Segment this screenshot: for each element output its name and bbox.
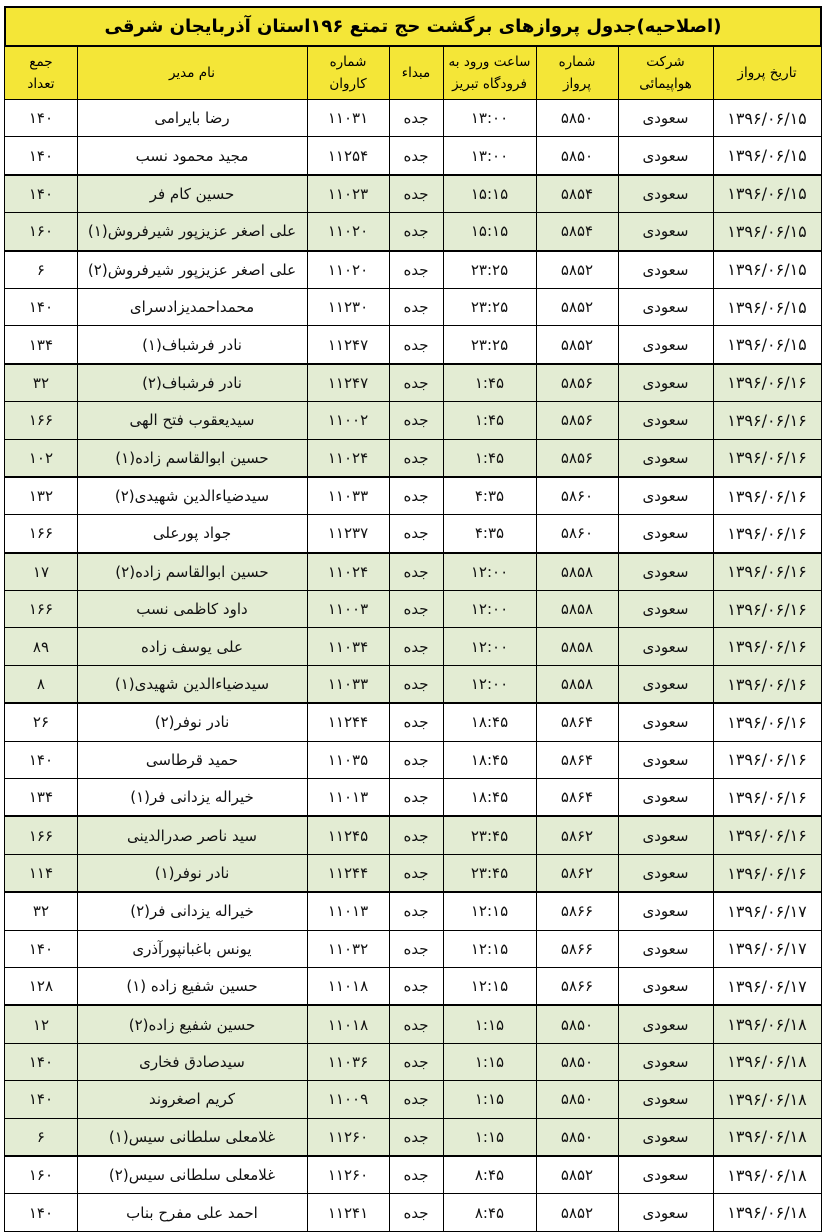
cell-origin: جده <box>389 703 443 741</box>
cell-date: ۱۳۹۶/۰۶/۱۵ <box>713 251 821 289</box>
table-row <box>5 439 821 477</box>
cell-total: ۳۲ <box>5 892 77 930</box>
cell-flight: ۵۸۶۶ <box>536 892 618 930</box>
cell-arrival: ۱۳:۰۰ <box>443 137 536 175</box>
cell-flight: ۵۸۵۶ <box>536 364 618 402</box>
cell-date: ۱۳۹۶/۰۶/۱۸ <box>713 1081 821 1118</box>
flight-schedule-table <box>4 6 822 1232</box>
cell-flight: ۵۸۶۶ <box>536 967 618 1005</box>
cell-origin: جده <box>389 251 443 289</box>
cell-caravan: ۱۱۰۳۵ <box>307 741 389 778</box>
cell-manager: سیدصادق فخاری <box>77 1043 307 1080</box>
cell-airline: سعودی <box>618 515 713 553</box>
cell-caravan: ۱۱۲۳۷ <box>307 515 389 553</box>
cell-caravan: ۱۱۰۲۰ <box>307 213 389 251</box>
cell-origin: جده <box>389 553 443 591</box>
cell-arrival: ۱۲:۰۰ <box>443 553 536 591</box>
cell-flight: ۵۸۵۲ <box>536 288 618 325</box>
cell-total: ۱۴۰ <box>5 1043 77 1080</box>
cell-origin: جده <box>389 364 443 402</box>
cell-total: ۱۱۴ <box>5 854 77 892</box>
cell-airline: سعودی <box>618 665 713 703</box>
cell-manager: علی اصغر عزیزپور شیرفروش(۱) <box>77 213 307 251</box>
cell-airline: سعودی <box>618 1081 713 1118</box>
cell-caravan: ۱۱۰۱۸ <box>307 1005 389 1043</box>
cell-date: ۱۳۹۶/۰۶/۱۵ <box>713 100 821 137</box>
cell-origin: جده <box>389 816 443 854</box>
table-row <box>5 553 821 591</box>
cell-airline: سعودی <box>618 854 713 892</box>
cell-caravan: ۱۱۲۴۷ <box>307 364 389 402</box>
cell-manager: یونس باغبانپورآذری <box>77 930 307 967</box>
cell-origin: جده <box>389 967 443 1005</box>
cell-date: ۱۳۹۶/۰۶/۱۵ <box>713 326 821 364</box>
cell-origin: جده <box>389 515 443 553</box>
cell-flight: ۵۸۵۰ <box>536 1043 618 1080</box>
cell-arrival: ۱:۱۵ <box>443 1005 536 1043</box>
cell-total: ۳۲ <box>5 364 77 402</box>
flight-schedule-sheet <box>6 6 822 1223</box>
cell-arrival: ۱۵:۱۵ <box>443 175 536 213</box>
cell-total: ۱۶۰ <box>5 213 77 251</box>
cell-arrival: ۱۲:۰۰ <box>443 591 536 628</box>
cell-origin: جده <box>389 100 443 137</box>
cell-airline: سعودی <box>618 967 713 1005</box>
cell-airline: سعودی <box>618 1043 713 1080</box>
table-row <box>5 477 821 515</box>
table-row <box>5 892 821 930</box>
cell-airline: سعودی <box>618 779 713 817</box>
cell-caravan: ۱۱۰۰۳ <box>307 591 389 628</box>
cell-airline: سعودی <box>618 364 713 402</box>
cell-origin: جده <box>389 741 443 778</box>
cell-total: ۱۳۴ <box>5 326 77 364</box>
cell-manager: خیراله یزدانی فر(۲) <box>77 892 307 930</box>
cell-manager: غلامعلی سلطانی سیس(۱) <box>77 1118 307 1156</box>
cell-airline: سعودی <box>618 816 713 854</box>
cell-manager: سید ناصر صدرالدینی <box>77 816 307 854</box>
cell-manager: حسین شفیع زاده (۱) <box>77 967 307 1005</box>
cell-arrival: ۲۳:۲۵ <box>443 251 536 289</box>
table-row <box>5 137 821 175</box>
cell-caravan: ۱۱۲۶۰ <box>307 1156 389 1194</box>
cell-total: ۸ <box>5 665 77 703</box>
cell-date: ۱۳۹۶/۰۶/۱۶ <box>713 402 821 439</box>
cell-arrival: ۲۳:۲۵ <box>443 326 536 364</box>
cell-flight: ۵۸۵۰ <box>536 1081 618 1118</box>
cell-date: ۱۳۹۶/۰۶/۱۸ <box>713 1194 821 1231</box>
cell-caravan: ۱۱۰۱۳ <box>307 779 389 817</box>
table-row <box>5 515 821 553</box>
cell-airline: سعودی <box>618 175 713 213</box>
cell-airline: سعودی <box>618 477 713 515</box>
cell-caravan: ۱۱۲۳۰ <box>307 288 389 325</box>
cell-arrival: ۱:۱۵ <box>443 1081 536 1118</box>
table-body <box>5 100 821 1232</box>
cell-flight: ۵۸۶۴ <box>536 779 618 817</box>
cell-arrival: ۱۸:۴۵ <box>443 779 536 817</box>
cell-manager: رضا بایرامی <box>77 100 307 137</box>
cell-airline: سعودی <box>618 703 713 741</box>
cell-caravan: ۱۱۰۲۰ <box>307 251 389 289</box>
cell-manager: سیدیعقوب فتح الهی <box>77 402 307 439</box>
cell-manager: مجید محمود نسب <box>77 137 307 175</box>
cell-caravan: ۱۱۲۴۷ <box>307 326 389 364</box>
cell-arrival: ۱۵:۱۵ <box>443 213 536 251</box>
cell-arrival: ۱۲:۱۵ <box>443 930 536 967</box>
cell-date: ۱۳۹۶/۰۶/۱۶ <box>713 741 821 778</box>
cell-airline: سعودی <box>618 251 713 289</box>
cell-arrival: ۸:۴۵ <box>443 1194 536 1231</box>
cell-airline: سعودی <box>618 892 713 930</box>
cell-manager: احمد علی مفرح بناب <box>77 1194 307 1231</box>
cell-origin: جده <box>389 892 443 930</box>
cell-manager: محمداحمدیزادسرای <box>77 288 307 325</box>
cell-origin: جده <box>389 1005 443 1043</box>
cell-date: ۱۳۹۶/۰۶/۱۵ <box>713 288 821 325</box>
table-row <box>5 1043 821 1080</box>
cell-total: ۲۶ <box>5 703 77 741</box>
cell-total: ۱۶۰ <box>5 1156 77 1194</box>
cell-flight: ۵۸۵۲ <box>536 251 618 289</box>
cell-caravan: ۱۱۰۳۳ <box>307 477 389 515</box>
cell-origin: جده <box>389 628 443 665</box>
cell-arrival: ۱۲:۱۵ <box>443 892 536 930</box>
cell-manager: خیراله یزدانی فر(۱) <box>77 779 307 817</box>
cell-total: ۱۴۰ <box>5 100 77 137</box>
cell-flight: ۵۸۵۲ <box>536 326 618 364</box>
table-row <box>5 402 821 439</box>
cell-airline: سعودی <box>618 1118 713 1156</box>
cell-flight: ۵۸۵۸ <box>536 628 618 665</box>
cell-date: ۱۳۹۶/۰۶/۱۸ <box>713 1005 821 1043</box>
cell-date: ۱۳۹۶/۰۶/۱۶ <box>713 439 821 477</box>
cell-flight: ۵۸۵۶ <box>536 439 618 477</box>
cell-flight: ۵۸۶۰ <box>536 477 618 515</box>
cell-origin: جده <box>389 1118 443 1156</box>
header-caravan-number: شماره کاروان <box>307 46 389 100</box>
cell-arrival: ۲۳:۴۵ <box>443 816 536 854</box>
cell-arrival: ۸:۴۵ <box>443 1156 536 1194</box>
cell-origin: جده <box>389 665 443 703</box>
cell-caravan: ۱۱۰۱۳ <box>307 892 389 930</box>
cell-caravan: ۱۱۰۰۲ <box>307 402 389 439</box>
cell-total: ۱۶۶ <box>5 402 77 439</box>
table-row <box>5 288 821 325</box>
cell-flight: ۵۸۵۲ <box>536 1194 618 1231</box>
cell-airline: سعودی <box>618 326 713 364</box>
cell-caravan: ۱۱۰۲۳ <box>307 175 389 213</box>
cell-total: ۱۴۰ <box>5 1194 77 1231</box>
table-row <box>5 175 821 213</box>
cell-total: ۱۶۶ <box>5 515 77 553</box>
table-row <box>5 854 821 892</box>
cell-date: ۱۳۹۶/۰۶/۱۷ <box>713 930 821 967</box>
cell-date: ۱۳۹۶/۰۶/۱۸ <box>713 1043 821 1080</box>
cell-arrival: ۲۳:۲۵ <box>443 288 536 325</box>
cell-airline: سعودی <box>618 1005 713 1043</box>
cell-airline: سعودی <box>618 137 713 175</box>
cell-flight: ۵۸۶۴ <box>536 703 618 741</box>
cell-origin: جده <box>389 439 443 477</box>
cell-caravan: ۱۱۰۰۹ <box>307 1081 389 1118</box>
cell-manager: غلامعلی سلطانی سیس(۲) <box>77 1156 307 1194</box>
table-row <box>5 591 821 628</box>
cell-total: ۸۹ <box>5 628 77 665</box>
cell-date: ۱۳۹۶/۰۶/۱۵ <box>713 213 821 251</box>
cell-flight: ۵۸۵۴ <box>536 175 618 213</box>
cell-origin: جده <box>389 1156 443 1194</box>
cell-caravan: ۱۱۲۶۰ <box>307 1118 389 1156</box>
cell-origin: جده <box>389 1194 443 1231</box>
cell-date: ۱۳۹۶/۰۶/۱۸ <box>713 1156 821 1194</box>
cell-origin: جده <box>389 137 443 175</box>
cell-caravan: ۱۱۰۱۸ <box>307 967 389 1005</box>
cell-flight: ۵۸۵۶ <box>536 402 618 439</box>
table-row <box>5 628 821 665</box>
table-row <box>5 1005 821 1043</box>
table-row <box>5 665 821 703</box>
cell-date: ۱۳۹۶/۰۶/۱۶ <box>713 779 821 817</box>
cell-airline: سعودی <box>618 213 713 251</box>
cell-date: ۱۳۹۶/۰۶/۱۶ <box>713 703 821 741</box>
cell-date: ۱۳۹۶/۰۶/۱۶ <box>713 515 821 553</box>
cell-arrival: ۱:۴۵ <box>443 402 536 439</box>
cell-flight: ۵۸۵۴ <box>536 213 618 251</box>
cell-total: ۱۴۰ <box>5 741 77 778</box>
cell-caravan: ۱۱۰۳۱ <box>307 100 389 137</box>
cell-arrival: ۱:۴۵ <box>443 364 536 402</box>
cell-origin: جده <box>389 326 443 364</box>
cell-manager: حسین شفیع زاده(۲) <box>77 1005 307 1043</box>
cell-manager: نادر نوفر(۱) <box>77 854 307 892</box>
cell-caravan: ۱۱۰۳۳ <box>307 665 389 703</box>
cell-flight: ۵۸۶۶ <box>536 930 618 967</box>
cell-manager: نادر نوفر(۲) <box>77 703 307 741</box>
cell-manager: حمید قرطاسی <box>77 741 307 778</box>
cell-date: ۱۳۹۶/۰۶/۱۵ <box>713 175 821 213</box>
cell-flight: ۵۸۵۲ <box>536 1156 618 1194</box>
cell-airline: سعودی <box>618 439 713 477</box>
cell-arrival: ۱۲:۰۰ <box>443 628 536 665</box>
cell-arrival: ۱۸:۴۵ <box>443 741 536 778</box>
cell-total: ۱۶۶ <box>5 816 77 854</box>
cell-airline: سعودی <box>618 402 713 439</box>
table-row <box>5 1194 821 1231</box>
cell-origin: جده <box>389 175 443 213</box>
cell-flight: ۵۸۶۲ <box>536 816 618 854</box>
cell-manager: حسین ابوالقاسم زاده(۱) <box>77 439 307 477</box>
cell-caravan: ۱۱۲۴۵ <box>307 816 389 854</box>
table-row <box>5 1118 821 1156</box>
cell-total: ۱۶۶ <box>5 591 77 628</box>
table-row <box>5 967 821 1005</box>
cell-origin: جده <box>389 213 443 251</box>
cell-date: ۱۳۹۶/۰۶/۱۷ <box>713 892 821 930</box>
cell-airline: سعودی <box>618 1194 713 1231</box>
cell-flight: ۵۸۶۴ <box>536 741 618 778</box>
cell-flight: ۵۸۵۸ <box>536 665 618 703</box>
cell-flight: ۵۸۶۲ <box>536 854 618 892</box>
cell-airline: سعودی <box>618 930 713 967</box>
header-arrival-time: ساعت ورود به فرودگاه تبریز <box>443 46 536 100</box>
cell-arrival: ۱۳:۰۰ <box>443 100 536 137</box>
cell-total: ۱۴۰ <box>5 175 77 213</box>
cell-total: ۱۲۸ <box>5 967 77 1005</box>
cell-airline: سعودی <box>618 1156 713 1194</box>
cell-origin: جده <box>389 1081 443 1118</box>
cell-arrival: ۱:۱۵ <box>443 1118 536 1156</box>
header-manager-name: نام مدیر <box>77 46 307 100</box>
cell-manager: نادر فرشباف(۲) <box>77 364 307 402</box>
cell-origin: جده <box>389 930 443 967</box>
cell-flight: ۵۸۵۰ <box>536 137 618 175</box>
cell-manager: کریم اصغروند <box>77 1081 307 1118</box>
cell-flight: ۵۸۵۰ <box>536 1005 618 1043</box>
cell-date: ۱۳۹۶/۰۶/۱۶ <box>713 364 821 402</box>
cell-airline: سعودی <box>618 100 713 137</box>
table-row <box>5 326 821 364</box>
cell-origin: جده <box>389 591 443 628</box>
cell-airline: سعودی <box>618 741 713 778</box>
cell-origin: جده <box>389 402 443 439</box>
cell-origin: جده <box>389 854 443 892</box>
table-row <box>5 930 821 967</box>
table-row <box>5 364 821 402</box>
cell-caravan: ۱۱۰۲۴ <box>307 439 389 477</box>
cell-manager: نادر فرشباف(۱) <box>77 326 307 364</box>
cell-date: ۱۳۹۶/۰۶/۱۶ <box>713 553 821 591</box>
cell-caravan: ۱۱۰۲۴ <box>307 553 389 591</box>
cell-arrival: ۱۸:۴۵ <box>443 703 536 741</box>
cell-arrival: ۱:۴۵ <box>443 439 536 477</box>
cell-airline: سعودی <box>618 628 713 665</box>
cell-arrival: ۲۳:۴۵ <box>443 854 536 892</box>
table-row <box>5 213 821 251</box>
cell-arrival: ۴:۳۵ <box>443 515 536 553</box>
cell-date: ۱۳۹۶/۰۶/۱۵ <box>713 137 821 175</box>
cell-date: ۱۳۹۶/۰۶/۱۶ <box>713 591 821 628</box>
cell-caravan: ۱۱۲۴۴ <box>307 854 389 892</box>
cell-origin: جده <box>389 477 443 515</box>
table-title: (اصلاحیه)جدول پروازهای برگشت حج تمتع ۱۹۶استان آذربایجان شرقی <box>5 7 821 46</box>
cell-total: ۱۳۲ <box>5 477 77 515</box>
table-row <box>5 703 821 741</box>
cell-manager: جواد پورعلی <box>77 515 307 553</box>
cell-flight: ۵۸۵۸ <box>536 553 618 591</box>
cell-manager: علی یوسف زاده <box>77 628 307 665</box>
cell-airline: سعودی <box>618 591 713 628</box>
cell-total: ۱۷ <box>5 553 77 591</box>
cell-arrival: ۴:۳۵ <box>443 477 536 515</box>
table-row <box>5 816 821 854</box>
table-row <box>5 1081 821 1118</box>
cell-total: ۱۴۰ <box>5 288 77 325</box>
cell-total: ۱۴۰ <box>5 1081 77 1118</box>
cell-date: ۱۳۹۶/۰۶/۱۶ <box>713 665 821 703</box>
cell-caravan: ۱۱۰۳۴ <box>307 628 389 665</box>
cell-manager: سیدضیاءالدین شهیدی(۲) <box>77 477 307 515</box>
cell-origin: جده <box>389 1043 443 1080</box>
cell-flight: ۵۸۵۰ <box>536 100 618 137</box>
cell-date: ۱۳۹۶/۰۶/۱۶ <box>713 628 821 665</box>
cell-manager: علی اصغر عزیزپور شیرفروش(۲) <box>77 251 307 289</box>
cell-total: ۱۴۰ <box>5 930 77 967</box>
header-total-count: جمع تعداد <box>5 46 77 100</box>
cell-date: ۱۳۹۶/۰۶/۱۷ <box>713 967 821 1005</box>
cell-caravan: ۱۱۲۵۴ <box>307 137 389 175</box>
cell-manager: سیدضیاءالدین شهیدی(۱) <box>77 665 307 703</box>
cell-flight: ۵۸۵۰ <box>536 1118 618 1156</box>
cell-origin: جده <box>389 779 443 817</box>
cell-airline: سعودی <box>618 288 713 325</box>
header-origin: مبداء <box>389 46 443 100</box>
cell-flight: ۵۸۵۸ <box>536 591 618 628</box>
table-row <box>5 779 821 817</box>
cell-date: ۱۳۹۶/۰۶/۱۶ <box>713 816 821 854</box>
cell-flight: ۵۸۶۰ <box>536 515 618 553</box>
header-date: تاریخ پرواز <box>713 46 821 100</box>
cell-manager: داود کاظمی نسب <box>77 591 307 628</box>
cell-total: ۱۴۰ <box>5 137 77 175</box>
cell-total: ۱۲ <box>5 1005 77 1043</box>
cell-manager: حسین کام فر <box>77 175 307 213</box>
cell-date: ۱۳۹۶/۰۶/۱۸ <box>713 1118 821 1156</box>
cell-caravan: ۱۱۲۴۱ <box>307 1194 389 1231</box>
cell-arrival: ۱۲:۱۵ <box>443 967 536 1005</box>
cell-total: ۱۳۴ <box>5 779 77 817</box>
header-row <box>5 46 821 100</box>
cell-arrival: ۱:۱۵ <box>443 1043 536 1080</box>
cell-date: ۱۳۹۶/۰۶/۱۶ <box>713 854 821 892</box>
cell-total: ۱۰۲ <box>5 439 77 477</box>
cell-total: ۶ <box>5 1118 77 1156</box>
cell-date: ۱۳۹۶/۰۶/۱۶ <box>713 477 821 515</box>
cell-manager: حسین ابوالقاسم زاده(۲) <box>77 553 307 591</box>
table-row <box>5 251 821 289</box>
table-row <box>5 1156 821 1194</box>
header-airline: شرکت هواپیمائی <box>618 46 713 100</box>
header-flight-number: شماره پرواز <box>536 46 618 100</box>
cell-origin: جده <box>389 288 443 325</box>
cell-airline: سعودی <box>618 553 713 591</box>
table-row <box>5 100 821 137</box>
cell-total: ۶ <box>5 251 77 289</box>
cell-arrival: ۱۲:۰۰ <box>443 665 536 703</box>
cell-caravan: ۱۱۰۳۶ <box>307 1043 389 1080</box>
table-row <box>5 741 821 778</box>
cell-caravan: ۱۱۲۴۴ <box>307 703 389 741</box>
cell-caravan: ۱۱۰۳۲ <box>307 930 389 967</box>
